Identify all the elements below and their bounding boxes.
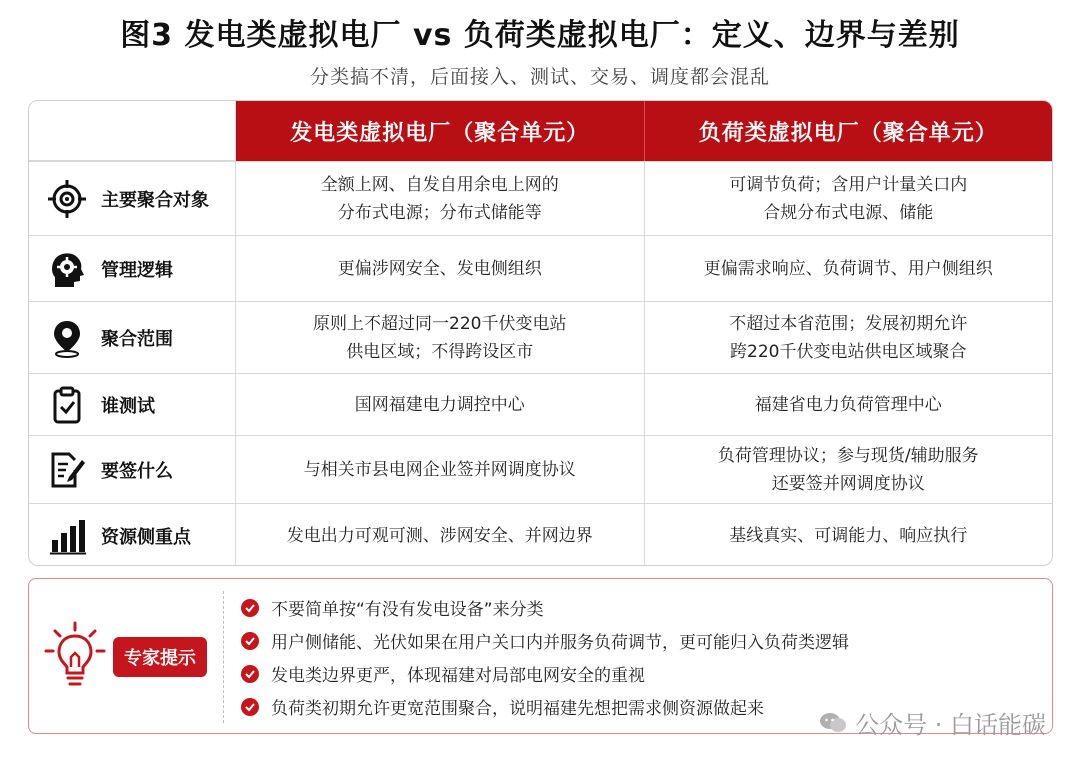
bar-chart-icon — [47, 516, 87, 556]
table-row — [29, 503, 1052, 566]
load-cell: 不超过本省范围；发展初期允许 跨220千伏变电站供电区域聚合 — [644, 302, 1053, 373]
list-item — [241, 690, 849, 723]
tip-text: 负荷类初期允许更宽范围聚合，说明福建先想把需求侧资源做起来 — [271, 699, 764, 719]
check-circle-icon — [241, 665, 259, 683]
head-gear-icon — [47, 249, 87, 289]
check-circle-icon — [241, 632, 259, 650]
check-circle-icon — [241, 599, 259, 617]
row-label-cell — [29, 302, 236, 373]
row-label: 谁测试 — [101, 395, 155, 417]
row-label: 聚合范围 — [101, 328, 173, 350]
row-label-cell — [29, 504, 236, 566]
tips-label-area — [29, 579, 224, 735]
tip-list — [241, 591, 849, 723]
clipboard-check-icon — [47, 385, 87, 425]
list-item — [241, 657, 849, 690]
tip-text: 不要简单按“有没有发电设备”来分类 — [271, 600, 544, 620]
generation-cell: 发电出力可观可测、涉网安全、并网边界 — [286, 525, 593, 546]
row-label: 管理逻辑 — [101, 259, 173, 281]
load-cell: 基线真实、可调能力、响应执行 — [644, 504, 1053, 566]
row-label-cell — [29, 374, 236, 435]
location-pin-icon — [47, 318, 87, 358]
load-cell: 更偏需求响应、负荷调节、用户侧组织 — [644, 236, 1053, 301]
tips-divider — [223, 591, 224, 723]
list-item — [241, 624, 849, 657]
table-row — [29, 373, 1052, 435]
expert-tip-badge: 专家提示 — [113, 637, 207, 677]
target-icon — [47, 179, 87, 219]
row-label: 要签什么 — [101, 460, 173, 482]
row-label: 资源侧重点 — [101, 526, 191, 548]
tip-text: 用户侧储能、光伏如果在用户关口内并服务负荷调节，更可能归入负荷类逻辑 — [271, 633, 849, 653]
row-label-cell — [29, 436, 236, 503]
lightbulb-icon — [43, 621, 107, 693]
table-row — [29, 161, 1052, 235]
chat-bubble-icon — [819, 712, 847, 734]
generation-cell: 全额上网、自发自用余电上网的 分布式电源；分布式储能等 — [320, 174, 559, 223]
list-item — [241, 591, 849, 624]
header-blank-cell — [29, 101, 236, 161]
page-subtitle: 分类搞不清，后面接入、测试、交易、调度都会混乱 — [309, 66, 770, 88]
comparison-table — [28, 100, 1053, 566]
generation-cell: 更偏涉网安全、发电侧组织 — [337, 258, 542, 279]
generation-cell: 原则上不超过同一220千伏变电站 供电区域；不得跨设区市 — [313, 313, 567, 362]
row-label-cell — [29, 162, 236, 235]
table-header — [29, 101, 1052, 161]
load-cell: 可调节负荷；含用户计量关口内 合规分布式电源、储能 — [644, 162, 1053, 235]
generation-cell: 国网福建电力调控中心 — [354, 394, 525, 415]
tip-text: 发电类边界更严，体现福建对局部电网安全的重视 — [271, 666, 645, 686]
table-row — [29, 301, 1052, 373]
table-row — [29, 435, 1052, 503]
page-title: 图3 发电类虚拟电厂 vs 负荷类虚拟电厂：定义、边界与差别 — [120, 18, 960, 53]
load-cell: 福建省电力负荷管理中心 — [644, 374, 1053, 435]
table-row — [29, 235, 1052, 301]
watermark-text: 公众号 · 白话能碳 — [855, 711, 1046, 739]
document-sign-icon — [47, 450, 87, 490]
watermark — [819, 705, 1046, 740]
column-header-load: 负荷类虚拟电厂（聚合单元） — [644, 101, 1053, 161]
check-circle-icon — [241, 698, 259, 716]
row-label-cell — [29, 236, 236, 301]
load-cell: 负荷管理协议；参与现货/辅助服务 还要签并网调度协议 — [644, 436, 1053, 503]
row-label: 主要聚合对象 — [101, 189, 209, 211]
column-header-generation: 发电类虚拟电厂（聚合单元） — [236, 101, 644, 161]
generation-cell: 与相关市县电网企业签并网调度协议 — [303, 459, 576, 480]
